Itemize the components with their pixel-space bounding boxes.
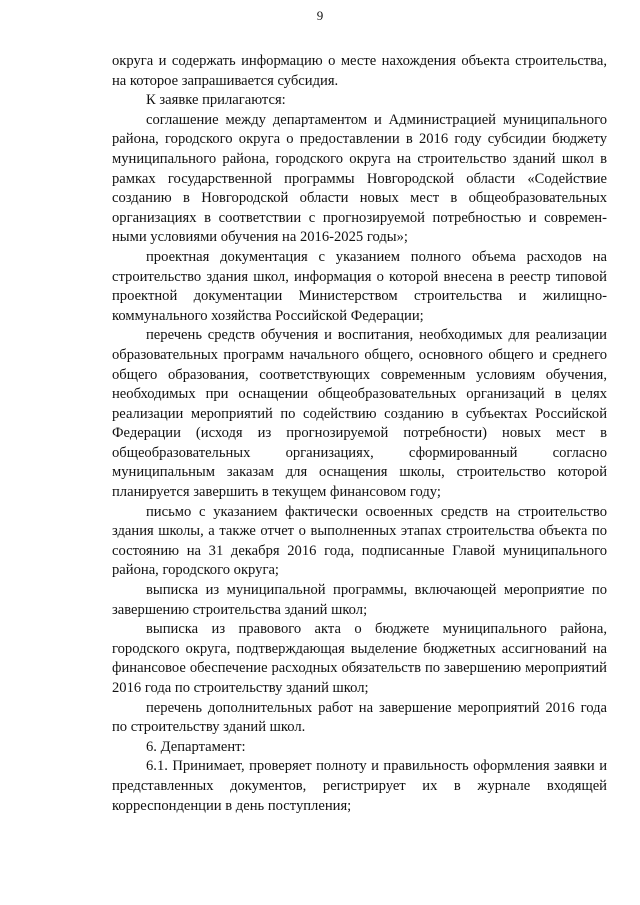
- paragraph-budget-extract: выписка из правового акта о бюджете муниципального района, городского округа, подтверждающая выделение бюджетных ассигнований на финансовое обеспечение расходных обязательств по завершению мероприятий 2016 года по строительству зданий школ;: [112, 621, 607, 696]
- paragraph-agreement: соглашение между департаментом и Администрацией муниципального района, городского округа о предоставлении в 2016 году субсидии бюджету муниципального района, городского округа на строительство зданий школ в рамках государственной программы Новгородской области «Содействие созданию в Новгородской области новых мест в общеобразовательных организациях в соответствии с прогнозируемой потребностью и современными условиями обучения на 2016-2025 годы»;: [112, 111, 607, 246]
- paragraph-letter: письмо с указанием фактически освоенных средств на строительство здания школы, а также отчет о выполненных этапах строительства объекта по состоянию на 31 декабря 2016 года, подписанные Главой муниципального района, городского округа;: [112, 503, 607, 579]
- paragraph-additional-works: перечень дополнительных работ на завершение мероприятий 2016 года по строительству зданий школ.: [112, 699, 607, 736]
- paragraph-continuation: округа и содержать информацию о месте нахождения объекта строительства, на которое запрашивается субсидия.: [112, 53, 607, 89]
- document-body: [112, 52, 607, 816]
- paragraph-department-heading: 6. Департамент:: [146, 738, 246, 755]
- paragraph-program-extract: выписка из муниципальной программы, включающей мероприятие по завершению строительства зданий школ;: [112, 582, 607, 618]
- paragraph-equipment-list: перечень средств обучения и воспитания, необходимых для реализации образовательных программ начального общего, основного общего и среднего общего образования, соответствующих современным условиям обучения, необходимых при оснащении общеобразовательных организаций в целях реализации мероприятий по содействию созданию в субъектах Российской Федерации (исходя из прогнозируемой потребности) новых мест в общеобразовательных организациях, сформированный согласно муниципальным заказам для оснащения школы, строительство которой планируется завершить в текущем финансовом году;: [112, 327, 607, 501]
- page-number: 9: [316, 8, 324, 23]
- paragraph-clause-6-1: 6.1. Принимает, проверяет полноту и правильность оформления заявки и представленных документов, регистрирует их в журнале входящей корреспонденции в день поступления;: [112, 758, 607, 814]
- paragraph-attachments-heading: К заявке прилагаются:: [146, 92, 286, 109]
- paragraph-project-documentation: проектная документация с указанием полного объема расходов на строительство здания школ, информация о которой внесена в реестр типовой проектной документации Министерством строительства и жилищно-коммунального хозяйства Российской Федерации;: [112, 248, 607, 324]
